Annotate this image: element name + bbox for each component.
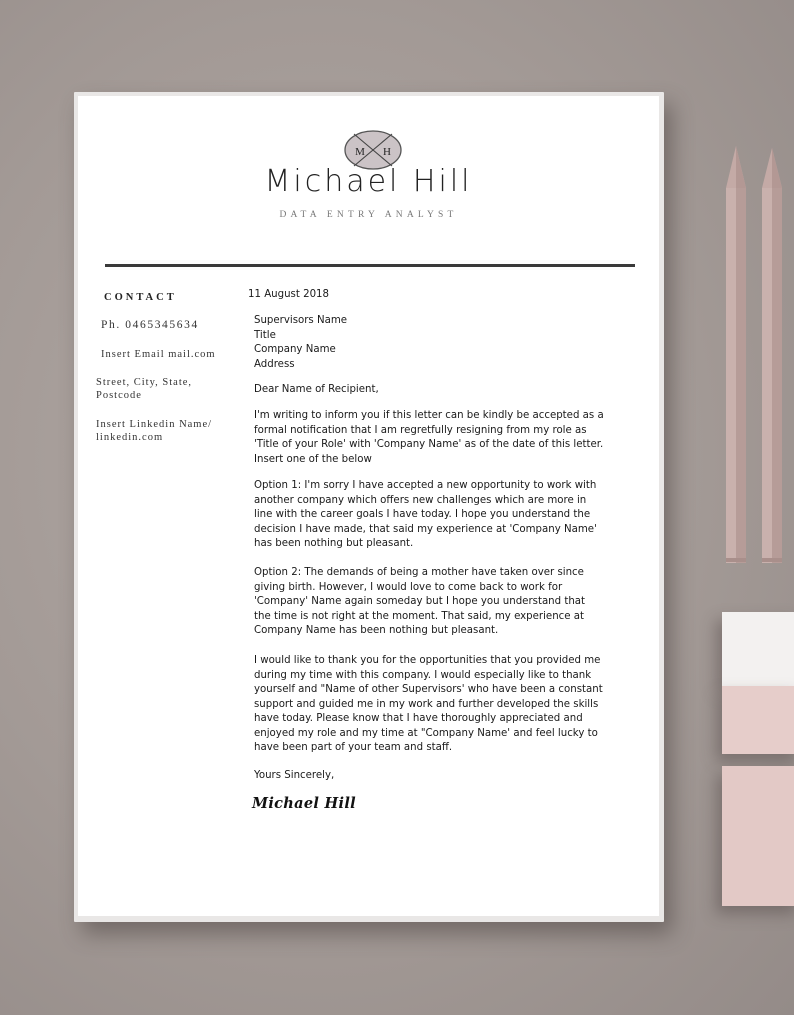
contact-address: Street, City, State, Postcode xyxy=(96,377,193,401)
recipient-block xyxy=(254,314,347,372)
monogram-letter-right: H xyxy=(383,146,391,158)
signature: Michael Hill xyxy=(252,795,356,812)
contact-email: Insert Email mail.com xyxy=(101,349,216,360)
recipient-line: Supervisors Name xyxy=(254,315,348,326)
paragraph-option-1: Option 1: I'm sorry I have accepted a new opportunity to work with another company which offers new challenges which are more in line with the career goals I have today. I hope you understand the decision I have made, that said my experience at 'Company Name' has been nothing but pleasant. xyxy=(254,480,597,549)
recipient-line: Title xyxy=(254,329,276,341)
card-pink-bottom xyxy=(722,766,794,906)
card-white-top xyxy=(722,612,794,686)
recipient-line: Address xyxy=(254,358,295,370)
recipient-line: Company Name xyxy=(254,344,336,355)
salutation: Dear Name of Recipient, xyxy=(254,384,379,395)
letter-page xyxy=(78,96,659,916)
contact-phone: Ph. 0465345634 xyxy=(101,319,199,331)
letter-date: 11 August 2018 xyxy=(248,289,330,300)
contact-heading: CONTACT xyxy=(104,292,177,303)
card-pink-middle xyxy=(722,686,794,754)
monogram-letter-left: M xyxy=(355,146,365,158)
paragraph-option-2: Option 2: The demands of being a mother have taken over since giving birth. However, I would love to come back to work for 'Company' Name again someday but I hope you understand that the time is not right at the moment. That said, my experience at Company Name has been nothing but pleasant. xyxy=(254,567,586,636)
paragraph-thanks: I would like to thank you for the opportunities that you provided me during my time with this company. I would especially like to thank yourself and "Name of other Supervisors' who have been a constant support and guided me in my work and further developed the skills have today. Please know that I have thoroughly appreciated and enjoyed my role and my time at "Company Name' and feel lucky to have been part of your team and staff. xyxy=(254,655,603,753)
header-divider xyxy=(105,264,635,267)
pencil-left xyxy=(716,140,756,570)
closing: Yours Sincerely, xyxy=(254,770,335,781)
job-title: DATA ENTRY ANALYST xyxy=(279,210,458,220)
contact-linkedin: Insert Linkedin Name/ linkedin.com xyxy=(96,419,213,443)
pencil-right xyxy=(752,140,792,570)
applicant-name: Michael Hill xyxy=(264,164,473,199)
paragraph-intro: I'm writing to inform you if this letter can be kindly be accepted as a formal notification that I am regretfully resigning from my role as 'Title of your Role' with 'Company Name' as of the date of this letter. Insert one of the below xyxy=(254,410,604,465)
